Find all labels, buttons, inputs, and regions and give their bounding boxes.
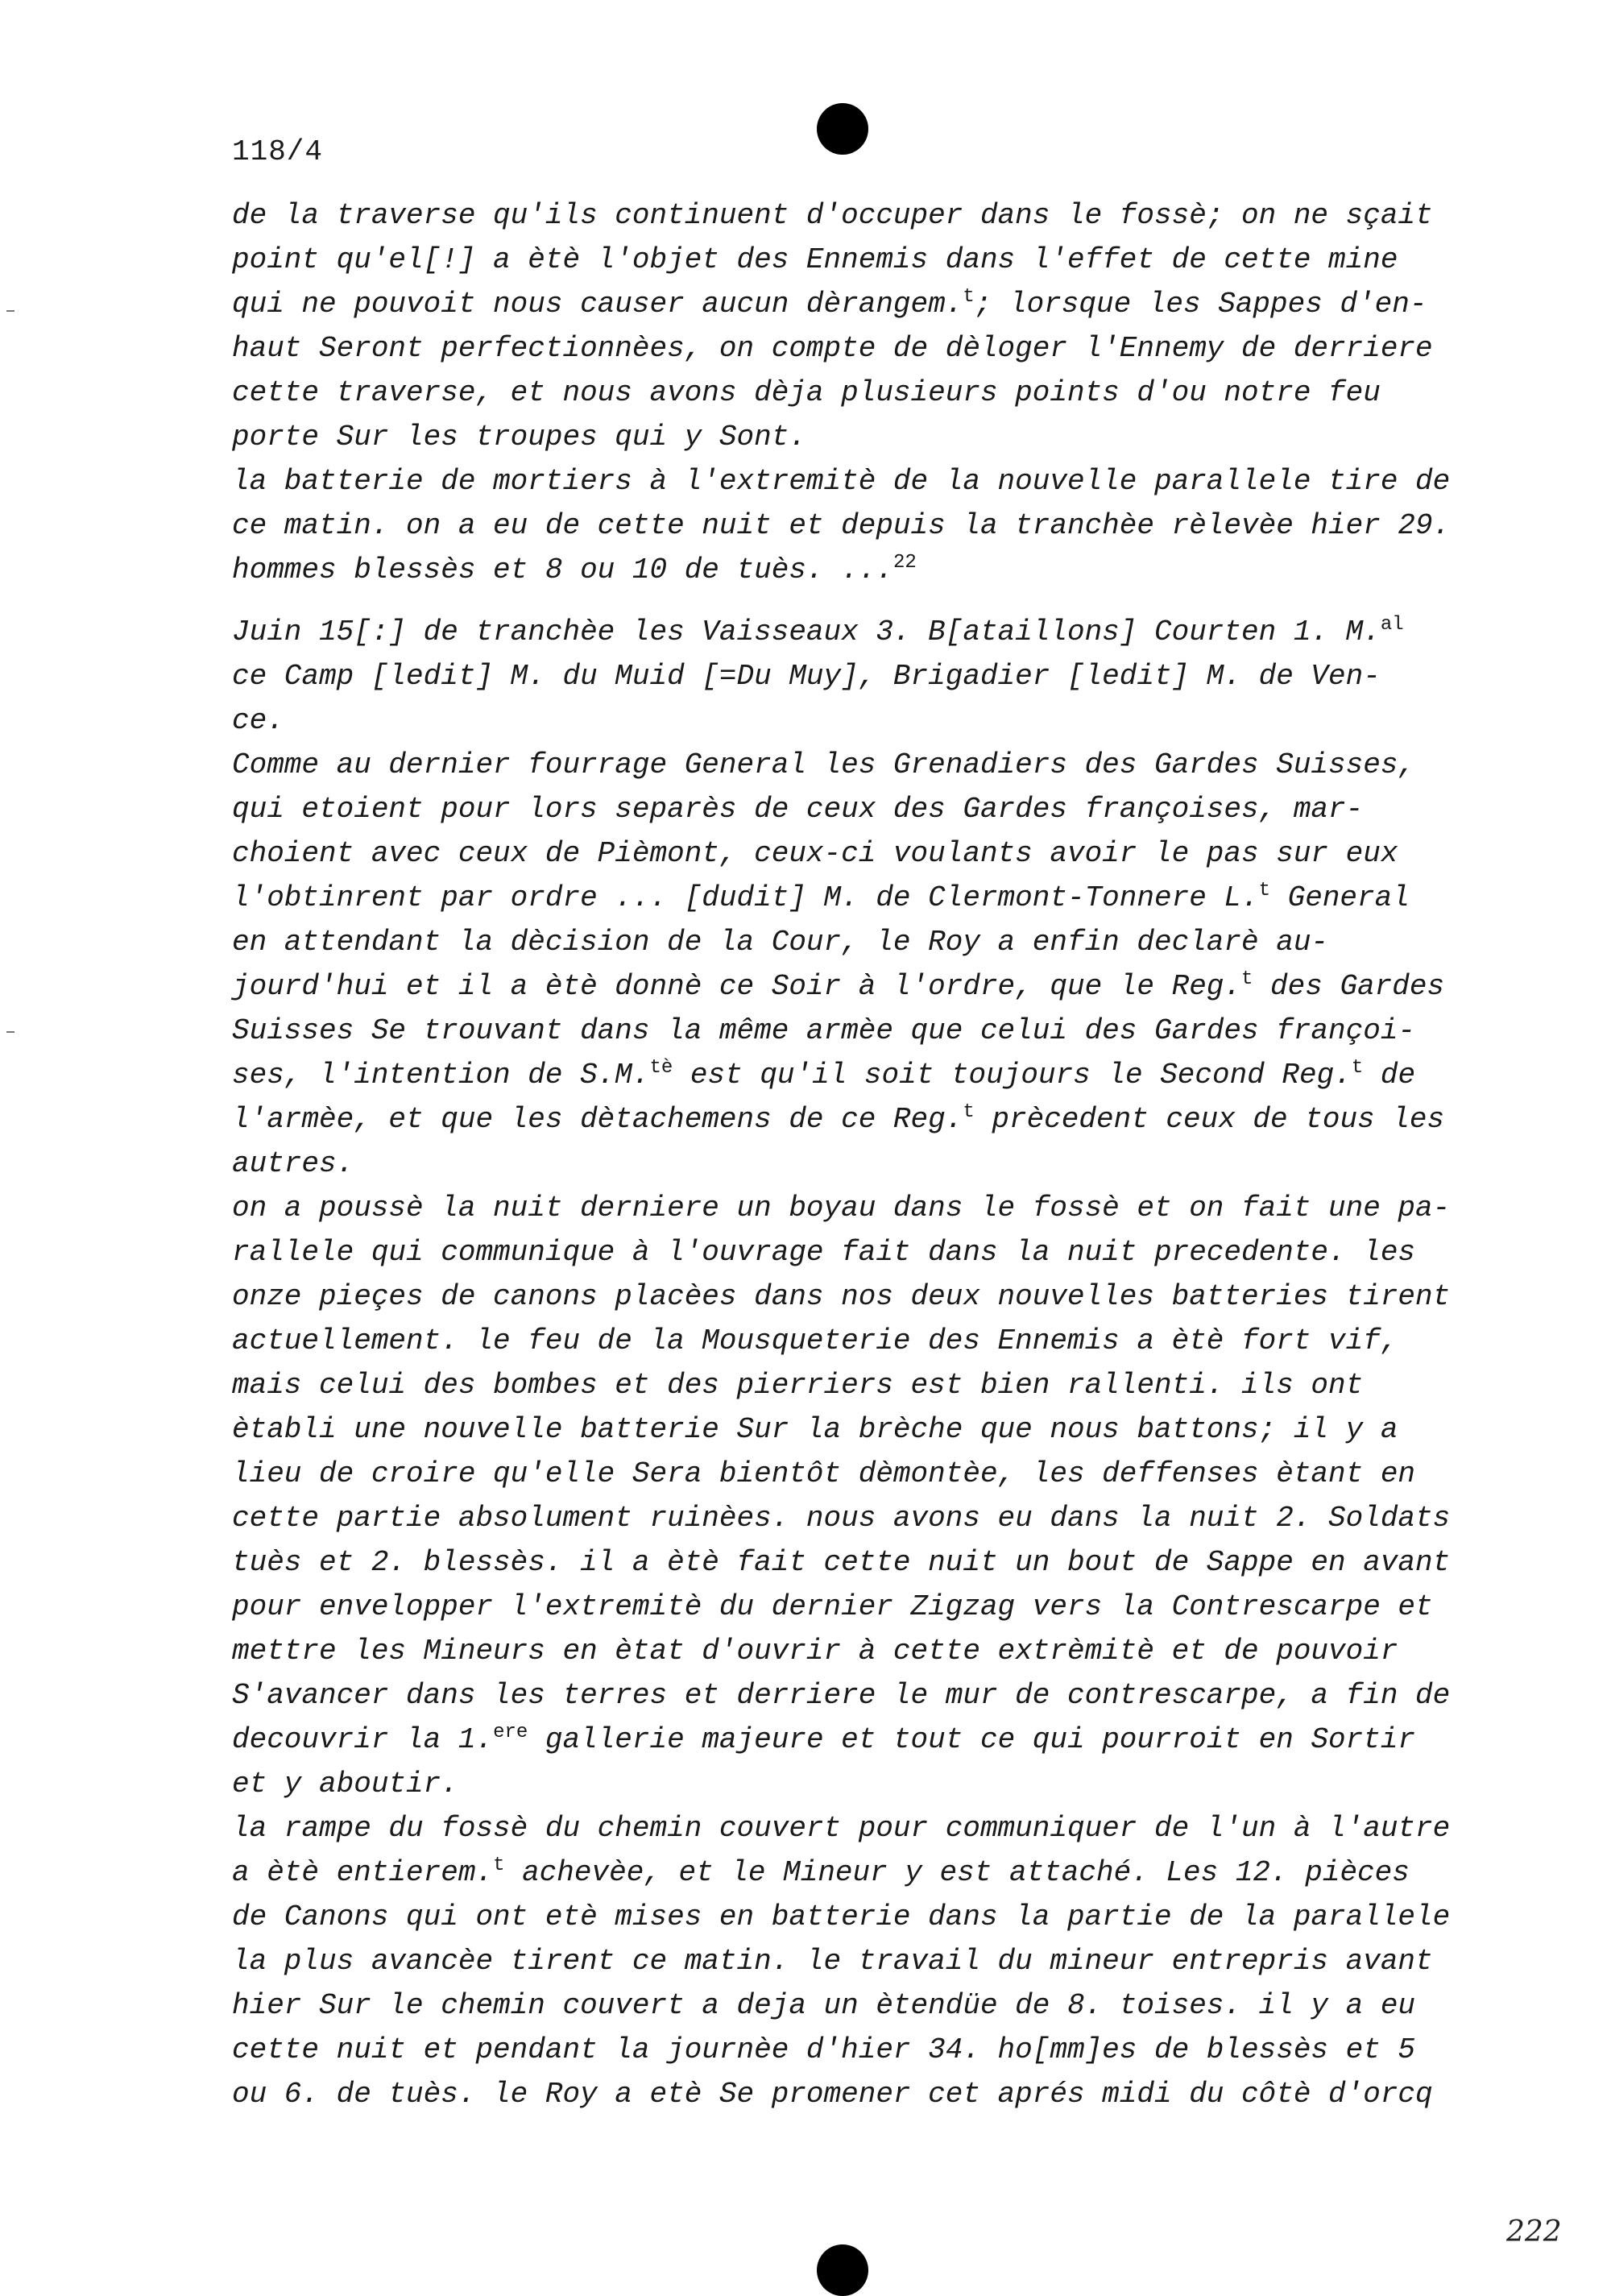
text-line [232, 2028, 1489, 2072]
text-line [232, 1407, 1489, 1452]
line-text: Comme au dernier fourrage General les Grenadiers des Gardes Suisses, [232, 748, 1416, 781]
line-text: gallerie majeure et tout ce qui pourroit en Sortir [528, 1723, 1416, 1756]
line-text: qui etoient pour lors separès de ceux des Gardes françoises, mar- [232, 793, 1364, 826]
line-text: General [1270, 881, 1410, 914]
scan-tick-mark [6, 1031, 14, 1033]
line-text: en attendant la dècision de la Cour, le Roy a enfin declarè au- [232, 926, 1329, 959]
line-text: achevèe, et le Mineur y est attaché. Les 12. pièces [504, 1856, 1410, 1889]
line-text: haut Seront perfectionnèes, on compte de dèloger l'Ennemy de derriere [232, 332, 1433, 365]
line-text: la rampe du fossè du chemin couvert pour communiquer de l'un à l'autre [232, 1812, 1451, 1845]
text-line [232, 193, 1489, 238]
line-text: ses, l'intention de S.M. [232, 1059, 650, 1092]
text-line [232, 1939, 1489, 1983]
line-text: pour envelopper l'extremitè du dernier Zigzag vers la Contrescarpe et [232, 1590, 1433, 1623]
scan-tick-mark [6, 310, 14, 312]
text-line [232, 1319, 1489, 1363]
line-text: ètabli une nouvelle batterie Sur la brèche que nous battons; il y a [232, 1413, 1398, 1446]
line-text: S'avancer dans les terres et derriere le mur de contrescarpe, a fin de [232, 1679, 1451, 1712]
line-text: ; lorsque les Sappes d'en- [974, 288, 1427, 321]
superscript-abbreviation: tè [649, 1057, 673, 1079]
transcription-body [232, 193, 1489, 2116]
text-line [232, 1585, 1489, 1629]
text-line [232, 504, 1489, 548]
line-text: la batterie de mortiers à l'extremitè de la nouvelle parallele tire de [232, 465, 1451, 498]
text-line [232, 787, 1489, 831]
text-line [232, 876, 1489, 920]
text-line [232, 326, 1489, 371]
line-text: de Canons qui ont etè mises en batterie dans la partie de la parallele [232, 1900, 1451, 1933]
line-text: onze pieçes de canons placèes dans nos deux nouvelles batteries tirent [232, 1280, 1451, 1313]
handwritten-page-note: 222 [1506, 2215, 1562, 2248]
page-number: 118/4 [232, 135, 324, 168]
text-line [232, 1186, 1489, 1230]
text-line [232, 1762, 1489, 1806]
text-line [232, 1629, 1489, 1673]
line-text: decouvrir la 1. [232, 1723, 494, 1756]
text-line [232, 415, 1489, 459]
text-line [232, 1496, 1489, 1540]
text-line [232, 1673, 1489, 1718]
text-line [232, 1895, 1489, 1939]
line-text: de la traverse qu'ils continuent d'occuper dans le fossè; on ne sçait [232, 199, 1433, 232]
text-line [232, 698, 1489, 743]
paragraph-gap [232, 592, 1489, 610]
line-text: mettre les Mineurs en ètat d'ouvrir à cette extrèmitè et de pouvoir [232, 1635, 1398, 1668]
text-line [232, 831, 1489, 876]
superscript-abbreviation: al [1380, 614, 1404, 636]
line-text: hier Sur le chemin couvert a deja un ètendüe de 8. toises. il y a eu [232, 1989, 1416, 2022]
line-text: choient avec ceux de Pièmont, ceux-ci voulants avoir le pas sur eux [232, 837, 1398, 870]
line-text: point qu'el[!] a ètè l'objet des Ennemis dans l'effet de cette mine [232, 243, 1398, 276]
superscript-abbreviation: ere [493, 1722, 528, 1743]
text-line [232, 1053, 1489, 1097]
text-line [232, 459, 1489, 504]
text-line [232, 920, 1489, 964]
line-text: l'armèe, et que les dètachemens de ce Reg. [232, 1103, 963, 1136]
text-line [232, 964, 1489, 1009]
superscript-abbreviation: t [1351, 1057, 1364, 1079]
text-line [232, 1850, 1489, 1895]
line-text: qui ne pouvoit nous causer aucun dèrangem. [232, 288, 963, 321]
line-text: la plus avancèe tirent ce matin. le travail du mineur entrepris avant [232, 1945, 1433, 1978]
line-text: a ètè entierem. [232, 1856, 494, 1889]
text-line [232, 743, 1489, 787]
punch-hole-top [817, 103, 868, 155]
superscript-abbreviation: t [1241, 968, 1253, 990]
line-text: ou 6. de tuès. le Roy a etè Se promener cet aprés midi du côtè d'orcq [232, 2078, 1433, 2111]
line-text: et y aboutir. [232, 1768, 458, 1801]
superscript-abbreviation: t [1258, 880, 1271, 901]
text-line [232, 548, 1489, 592]
line-text: prècedent ceux de tous les [974, 1103, 1445, 1136]
line-text: actuellement. le feu de la Mousqueterie des Ennemis a ètè fort vif, [232, 1324, 1398, 1357]
text-line [232, 1363, 1489, 1407]
line-text: cette nuit et pendant la journèe d'hier 34. ho[mm]es de blessès et 5 [232, 2033, 1416, 2066]
line-text: rallele qui communique à l'ouvrage fait dans la nuit precedente. les [232, 1236, 1416, 1269]
line-text: tuès et 2. blessès. il a ètè fait cette nuit un bout de Sappe en avant [232, 1546, 1451, 1579]
text-line [232, 1009, 1489, 1053]
superscript-abbreviation: t [963, 1101, 975, 1123]
line-text: autres. [232, 1147, 354, 1180]
text-line [232, 1230, 1489, 1274]
line-text: cette partie absolument ruinèes. nous avons eu dans la nuit 2. Soldats [232, 1502, 1451, 1535]
text-line [232, 2072, 1489, 2116]
superscript-abbreviation: 22 [892, 552, 917, 574]
line-text: hommes blessès et 8 ou 10 de tuès. ... [232, 553, 893, 586]
line-text: jourd'hui et il a ètè donnè ce Soir à l'ordre, que le Reg. [232, 970, 1242, 1003]
line-text: cette traverse, et nous avons dèja plusieurs points d'ou notre feu [232, 376, 1381, 409]
line-text: est qu'il soit toujours le Second Reg. [673, 1059, 1352, 1092]
text-line [232, 1718, 1489, 1762]
text-line [232, 1806, 1489, 1850]
text-line [232, 282, 1489, 326]
line-text: lieu de croire qu'elle Sera bientôt dèmontèe, les deffenses ètant en [232, 1457, 1416, 1490]
line-text: mais celui des bombes et des pierriers est bien rallenti. ils ont [232, 1369, 1364, 1402]
text-line [232, 1142, 1489, 1186]
text-line [232, 610, 1489, 654]
line-text: on a poussè la nuit derniere un boyau dans le fossè et on fait une pa- [232, 1192, 1451, 1225]
punch-hole-bottom [817, 2244, 868, 2296]
text-line [232, 1274, 1489, 1319]
line-text: ce Camp [ledit] M. du Muid [=Du Muy], Brigadier [ledit] M. de Ven- [232, 660, 1381, 693]
line-text: de [1363, 1059, 1416, 1092]
text-line [232, 238, 1489, 282]
line-text: ce matin. on a eu de cette nuit et depuis la tranchèe rèlevèe hier 29. [232, 509, 1451, 542]
line-text: ce. [232, 704, 284, 737]
superscript-abbreviation: t [493, 1855, 505, 1876]
line-text: Juin 15[:] de tranchèe les Vaisseaux 3. B[ataillons] Courten 1. M. [232, 615, 1381, 649]
text-line [232, 1983, 1489, 2028]
text-line [232, 654, 1489, 698]
line-text: Suisses Se trouvant dans la même armèe que celui des Gardes françoi- [232, 1014, 1416, 1047]
line-text: l'obtinrent par ordre ... [dudit] M. de Clermont-Tonnere L. [232, 881, 1259, 914]
text-line [232, 1540, 1489, 1585]
superscript-abbreviation: t [963, 286, 975, 308]
text-line [232, 371, 1489, 415]
text-line [232, 1452, 1489, 1496]
line-text: porte Sur les troupes qui y Sont. [232, 421, 806, 454]
text-line [232, 1097, 1489, 1142]
line-text: des Gardes [1253, 970, 1445, 1003]
